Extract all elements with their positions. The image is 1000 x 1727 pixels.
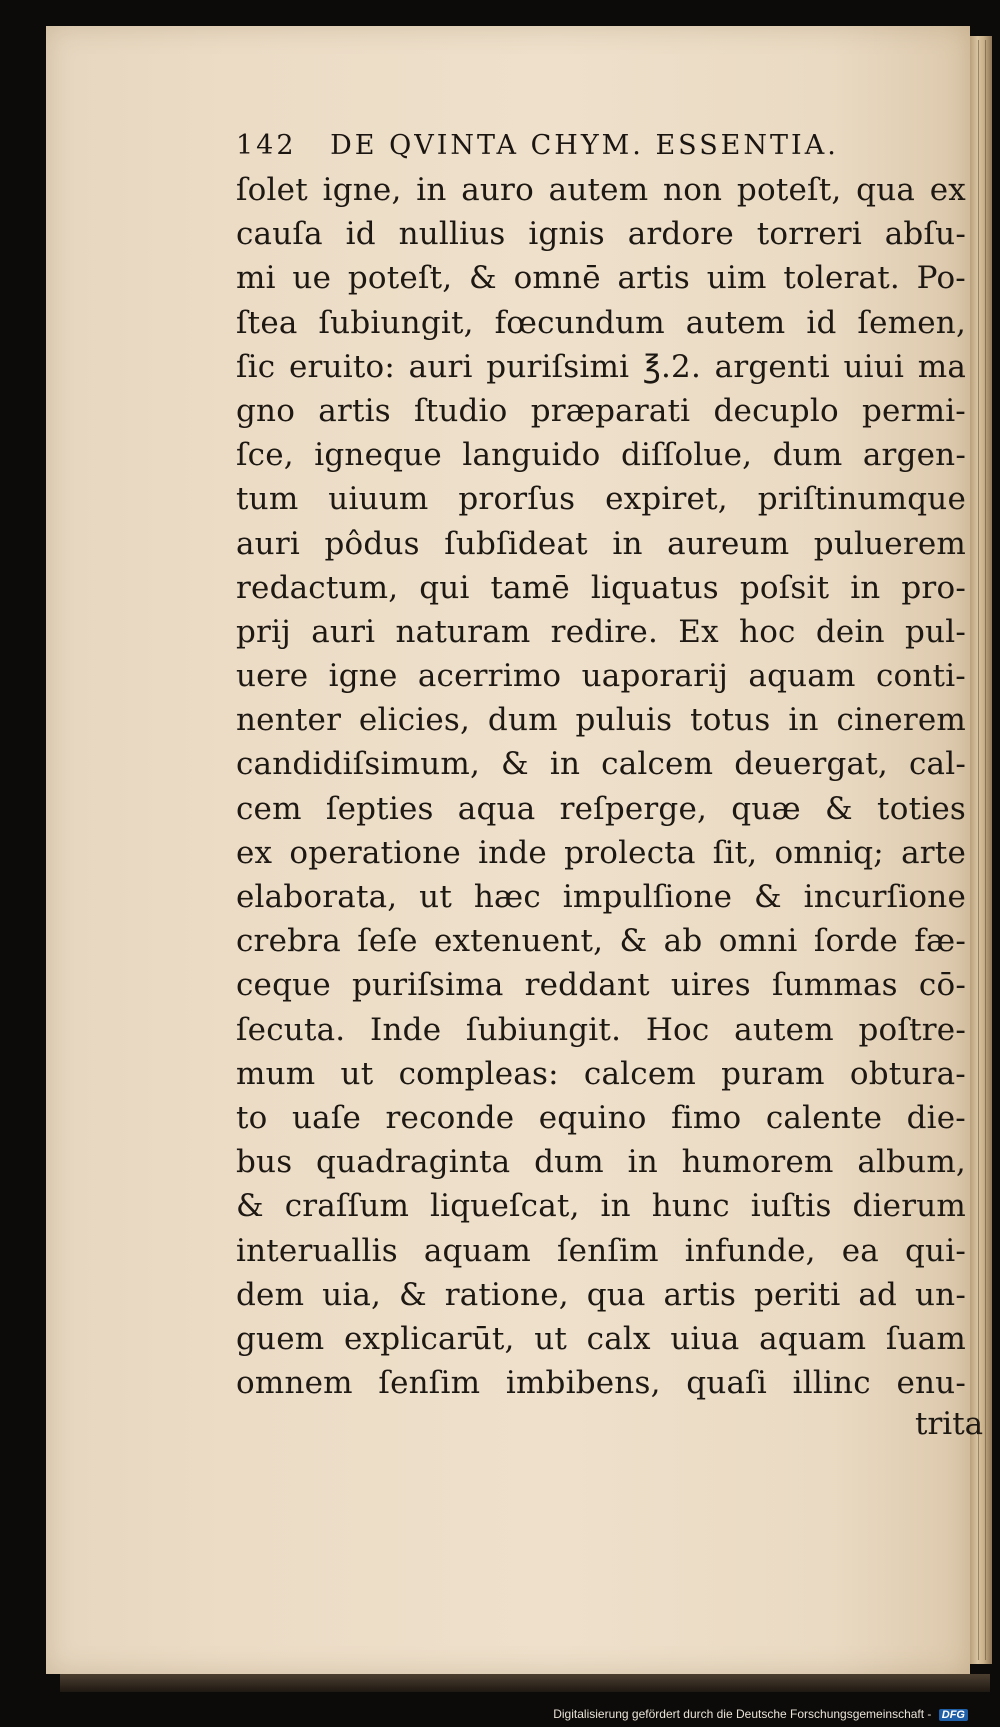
text-line: ſic eruito: auri puriſsimi ℥.2. argenti uiui ma (236, 348, 966, 385)
text-line: dem uia, & ratione, qua artis periti ad un- (236, 1276, 966, 1313)
text-line: candidiſsimum, & in calcem deuergat, cal- (236, 746, 966, 783)
page-bottom-shadow (60, 1674, 990, 1692)
text-line: interuallis aquam ſenſim infunde, ea qui- (236, 1232, 966, 1269)
text-line: bus quadraginta dum in humorem album, (236, 1144, 966, 1181)
text-line: mum ut compleas: calcem puram obtura- (236, 1055, 966, 1092)
text-line: cem ſepties aqua reſperge, quæ & toties (236, 790, 966, 827)
running-head-title: DE QVINTA CHYM. ESSENTIA. (330, 130, 839, 161)
text-line: ceque puriſsima reddant uires ſummas cō- (236, 967, 966, 1004)
text-line: omnem ſenſim imbibens, quaſi illinc enu- (236, 1365, 966, 1402)
dfg-logo: DFG (939, 1709, 968, 1721)
text-line: cauſa id nullius ignis ardore torreri abſu- (236, 216, 966, 253)
text-line: tum uiuum prorſus expiret, priſtinumque (236, 481, 966, 518)
text-line: mi ue poteſt, & omnē artis uim tolerat. Po- (236, 260, 966, 297)
text-line: ſecuta. Inde ſubiungit. Hoc autem poſtre- (236, 1011, 966, 1048)
body-text (236, 168, 966, 1405)
text-line: ſce, igneque languido diſſolue, dum argen- (236, 437, 966, 474)
text-line: prij auri naturam redire. Ex hoc dein pul- (236, 613, 966, 650)
page-number: 142 (236, 130, 297, 161)
text-line: ſtea ſubiungit, fœcundum autem id ſemen, (236, 304, 966, 341)
text-line: ſolet igne, in auro autem non poteſt, qua ex (236, 172, 966, 208)
text-line: nenter elicies, dum puluis totus in cinerem (236, 702, 966, 739)
catchword: trita (915, 1406, 984, 1442)
page-edge-line (985, 40, 986, 1660)
text-line: to uaſe reconde equino fimo calente die- (236, 1099, 966, 1136)
text-line: guem explicarūt, ut calx uiua aquam ſuam (236, 1320, 966, 1357)
text-line: & craſſum liqueſcat, in hunc iuſtis dierum (236, 1188, 966, 1225)
credit-text: Digitalisierung gefördert durch die Deutsche Forschungsgemeinschaft - (553, 1707, 932, 1721)
text-line: crebra ſeſe extenuent, & ab omni ſorde fæ- (236, 923, 966, 960)
text-line: ex operatione inde prolecta ſit, omniq; arte (236, 834, 966, 871)
text-line: auri pôdus ſubſideat in aureum puluerem (236, 525, 966, 562)
text-line: elaborata, ut hæc impulſione & incurſione (236, 879, 966, 915)
running-head (236, 130, 876, 161)
text-line: uere igne acerrimo uaporarij aquam conti- (236, 658, 966, 695)
text-line: redactum, qui tamē liquatus poſsit in pro- (236, 569, 966, 606)
text-line: gno artis ſtudio præparati decuplo permi- (236, 392, 966, 429)
digitization-credit (553, 1707, 968, 1721)
